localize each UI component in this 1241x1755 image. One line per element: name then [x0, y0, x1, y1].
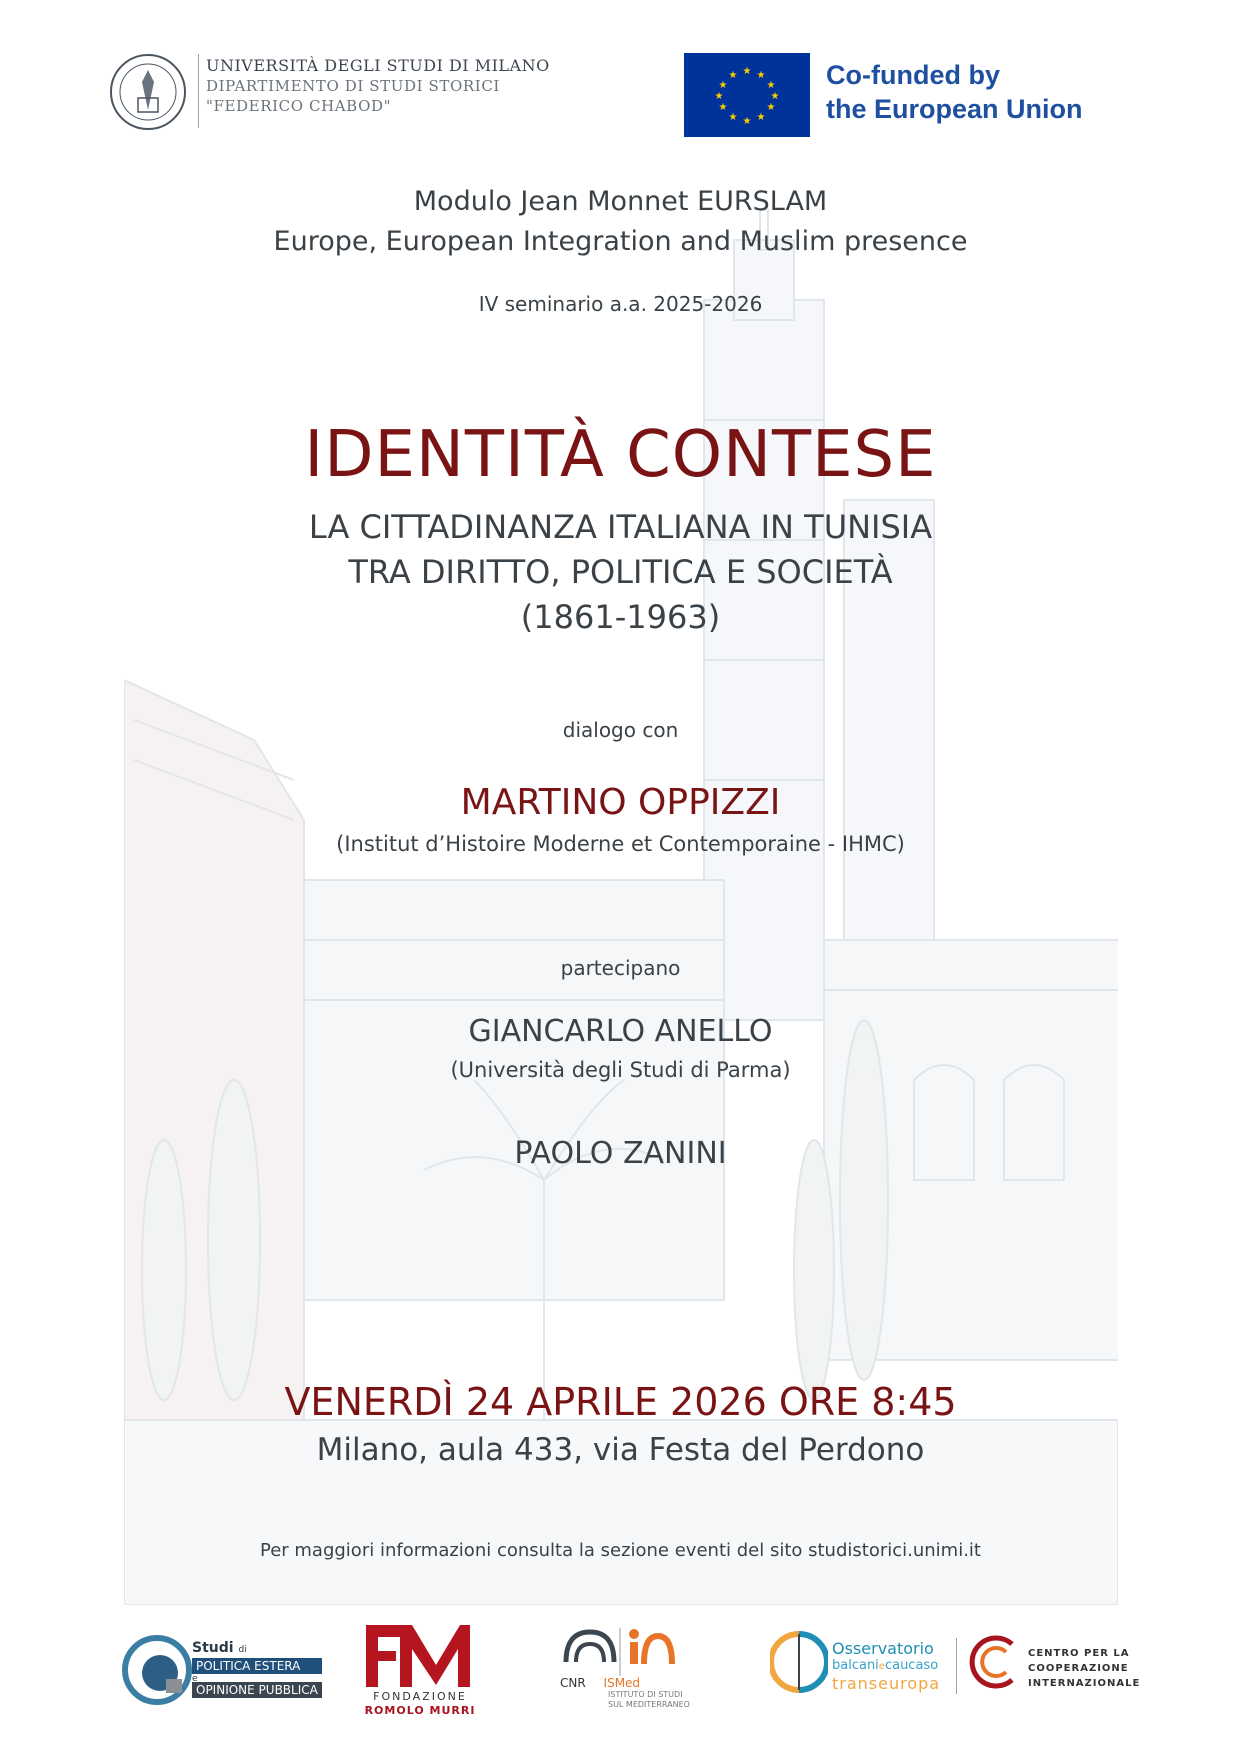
- svg-text:★: ★: [718, 102, 728, 113]
- participants-label: partecipano: [560, 956, 681, 980]
- participant-affiliation: (Università degli Studi di Parma): [450, 1058, 791, 1082]
- ccc-line-2: COOPERAZIONE: [1028, 1663, 1129, 1674]
- svg-text:★: ★: [728, 70, 738, 81]
- studi-politica-estera: POLITICA ESTERA: [192, 1658, 322, 1674]
- university-seal-logo: [108, 52, 188, 132]
- studi-di: di: [238, 1645, 247, 1655]
- header-divider: [198, 54, 199, 128]
- frm-line-2: ROMOLO MURRI: [364, 1704, 476, 1717]
- info-text: Per maggiori informazioni consulta la sezione eventi del sito studistorici.unimi.it: [259, 1540, 981, 1561]
- eu-flag-icon: [684, 53, 810, 137]
- eu-line-1: Co-funded by: [826, 60, 1000, 90]
- frm-logo-text: [360, 1690, 480, 1718]
- studi-word: Studi: [192, 1640, 234, 1656]
- obc-line-1: Osservatorio: [832, 1639, 934, 1658]
- svg-text:★: ★: [756, 112, 766, 123]
- university-name: UNIVERSITÀ DEGLI STUDI DI MILANO: [206, 56, 550, 75]
- svg-text:★: ★: [728, 112, 738, 123]
- studi-politica-logo-text: [192, 1640, 322, 1698]
- studi-e: e: [192, 1674, 198, 1684]
- svg-text:★: ★: [756, 70, 766, 81]
- module-name: Modulo Jean Monnet EURSLAM: [413, 186, 828, 217]
- subtitle-line-3: (1861-1963): [520, 598, 721, 636]
- department-name: DIPARTIMENTO DI STUDI STORICI: [206, 77, 500, 95]
- obc-balcani: balcani: [832, 1658, 879, 1673]
- footer-divider: [956, 1638, 957, 1694]
- module-subtitle: Europe, European Integration and Muslim presence: [273, 226, 968, 257]
- ccc-line-3: INTERNAZIONALE: [1028, 1678, 1141, 1689]
- participant-name: GIANCARLO ANELLO: [468, 1014, 773, 1049]
- svg-text:★: ★: [766, 80, 776, 91]
- university-name-block: [206, 56, 550, 115]
- cnr-ismed-logo-icon: [560, 1622, 680, 1680]
- participant-name: PAOLO ZANINI: [514, 1136, 727, 1171]
- ismed-sub-2: SUL MEDITERRANEO: [608, 1700, 690, 1709]
- speaker-name: MARTINO OPPIZZI: [460, 782, 781, 823]
- svg-text:★: ★: [718, 80, 728, 91]
- event-title: IDENTITÀ CONTESE: [304, 418, 937, 492]
- eu-line-2: the European Union: [826, 94, 1083, 124]
- cnr-ismed-logo-text: [560, 1676, 640, 1690]
- svg-text:★: ★: [770, 91, 780, 102]
- obc-line-3: transeuropa: [832, 1674, 941, 1693]
- frm-line-1: FONDAZIONE: [373, 1690, 467, 1703]
- obc-logo-text: Osservatorio balcaniecaucaso transeuropa: [832, 1639, 941, 1693]
- department-subname: "FEDERICO CHABOD": [206, 97, 392, 115]
- studi-opinione-pubblica: OPINIONE PUBBLICA: [192, 1682, 322, 1698]
- cnr-word: CNR: [560, 1676, 586, 1690]
- subtitle-line-2: TRA DIRITTO, POLITICA E SOCIETÀ: [348, 553, 893, 591]
- cnr-ismed-subtext: [608, 1690, 690, 1710]
- event-location: Milano, aula 433, via Festa del Perdono: [316, 1432, 925, 1468]
- studi-politica-logo-icon: [122, 1635, 192, 1705]
- svg-text:★: ★: [766, 102, 776, 113]
- seminar-label: IV seminario a.a. 2025-2026: [478, 292, 763, 316]
- event-subtitle-block: [0, 505, 1241, 640]
- svg-text:★: ★: [714, 91, 724, 102]
- ccc-logo-icon: [968, 1632, 1022, 1692]
- dialogue-label: dialogo con: [562, 718, 679, 742]
- ismed-sub-1: ISTITUTO DI STUDI: [608, 1690, 683, 1699]
- speaker-affiliation: (Institut d’Histoire Moderne et Contemporaine - IHMC): [336, 832, 905, 856]
- svg-text:★: ★: [742, 66, 752, 77]
- eu-cofunded-text: [826, 58, 1083, 126]
- obc-logo-icon: [770, 1630, 828, 1694]
- ismed-word: ISMed: [603, 1676, 641, 1690]
- ccc-logo-text: [1028, 1646, 1140, 1691]
- subtitle-line-1: LA CITTADINANZA ITALIANA IN TUNISIA: [308, 508, 933, 546]
- obc-caucaso: caucaso: [884, 1658, 939, 1673]
- frm-logo-icon: [366, 1625, 470, 1687]
- svg-text:★: ★: [742, 116, 752, 127]
- ccc-line-1: CENTRO PER LA: [1028, 1648, 1130, 1659]
- event-datetime: VENERDÌ 24 APRILE 2026 ORE 8:45: [284, 1380, 957, 1424]
